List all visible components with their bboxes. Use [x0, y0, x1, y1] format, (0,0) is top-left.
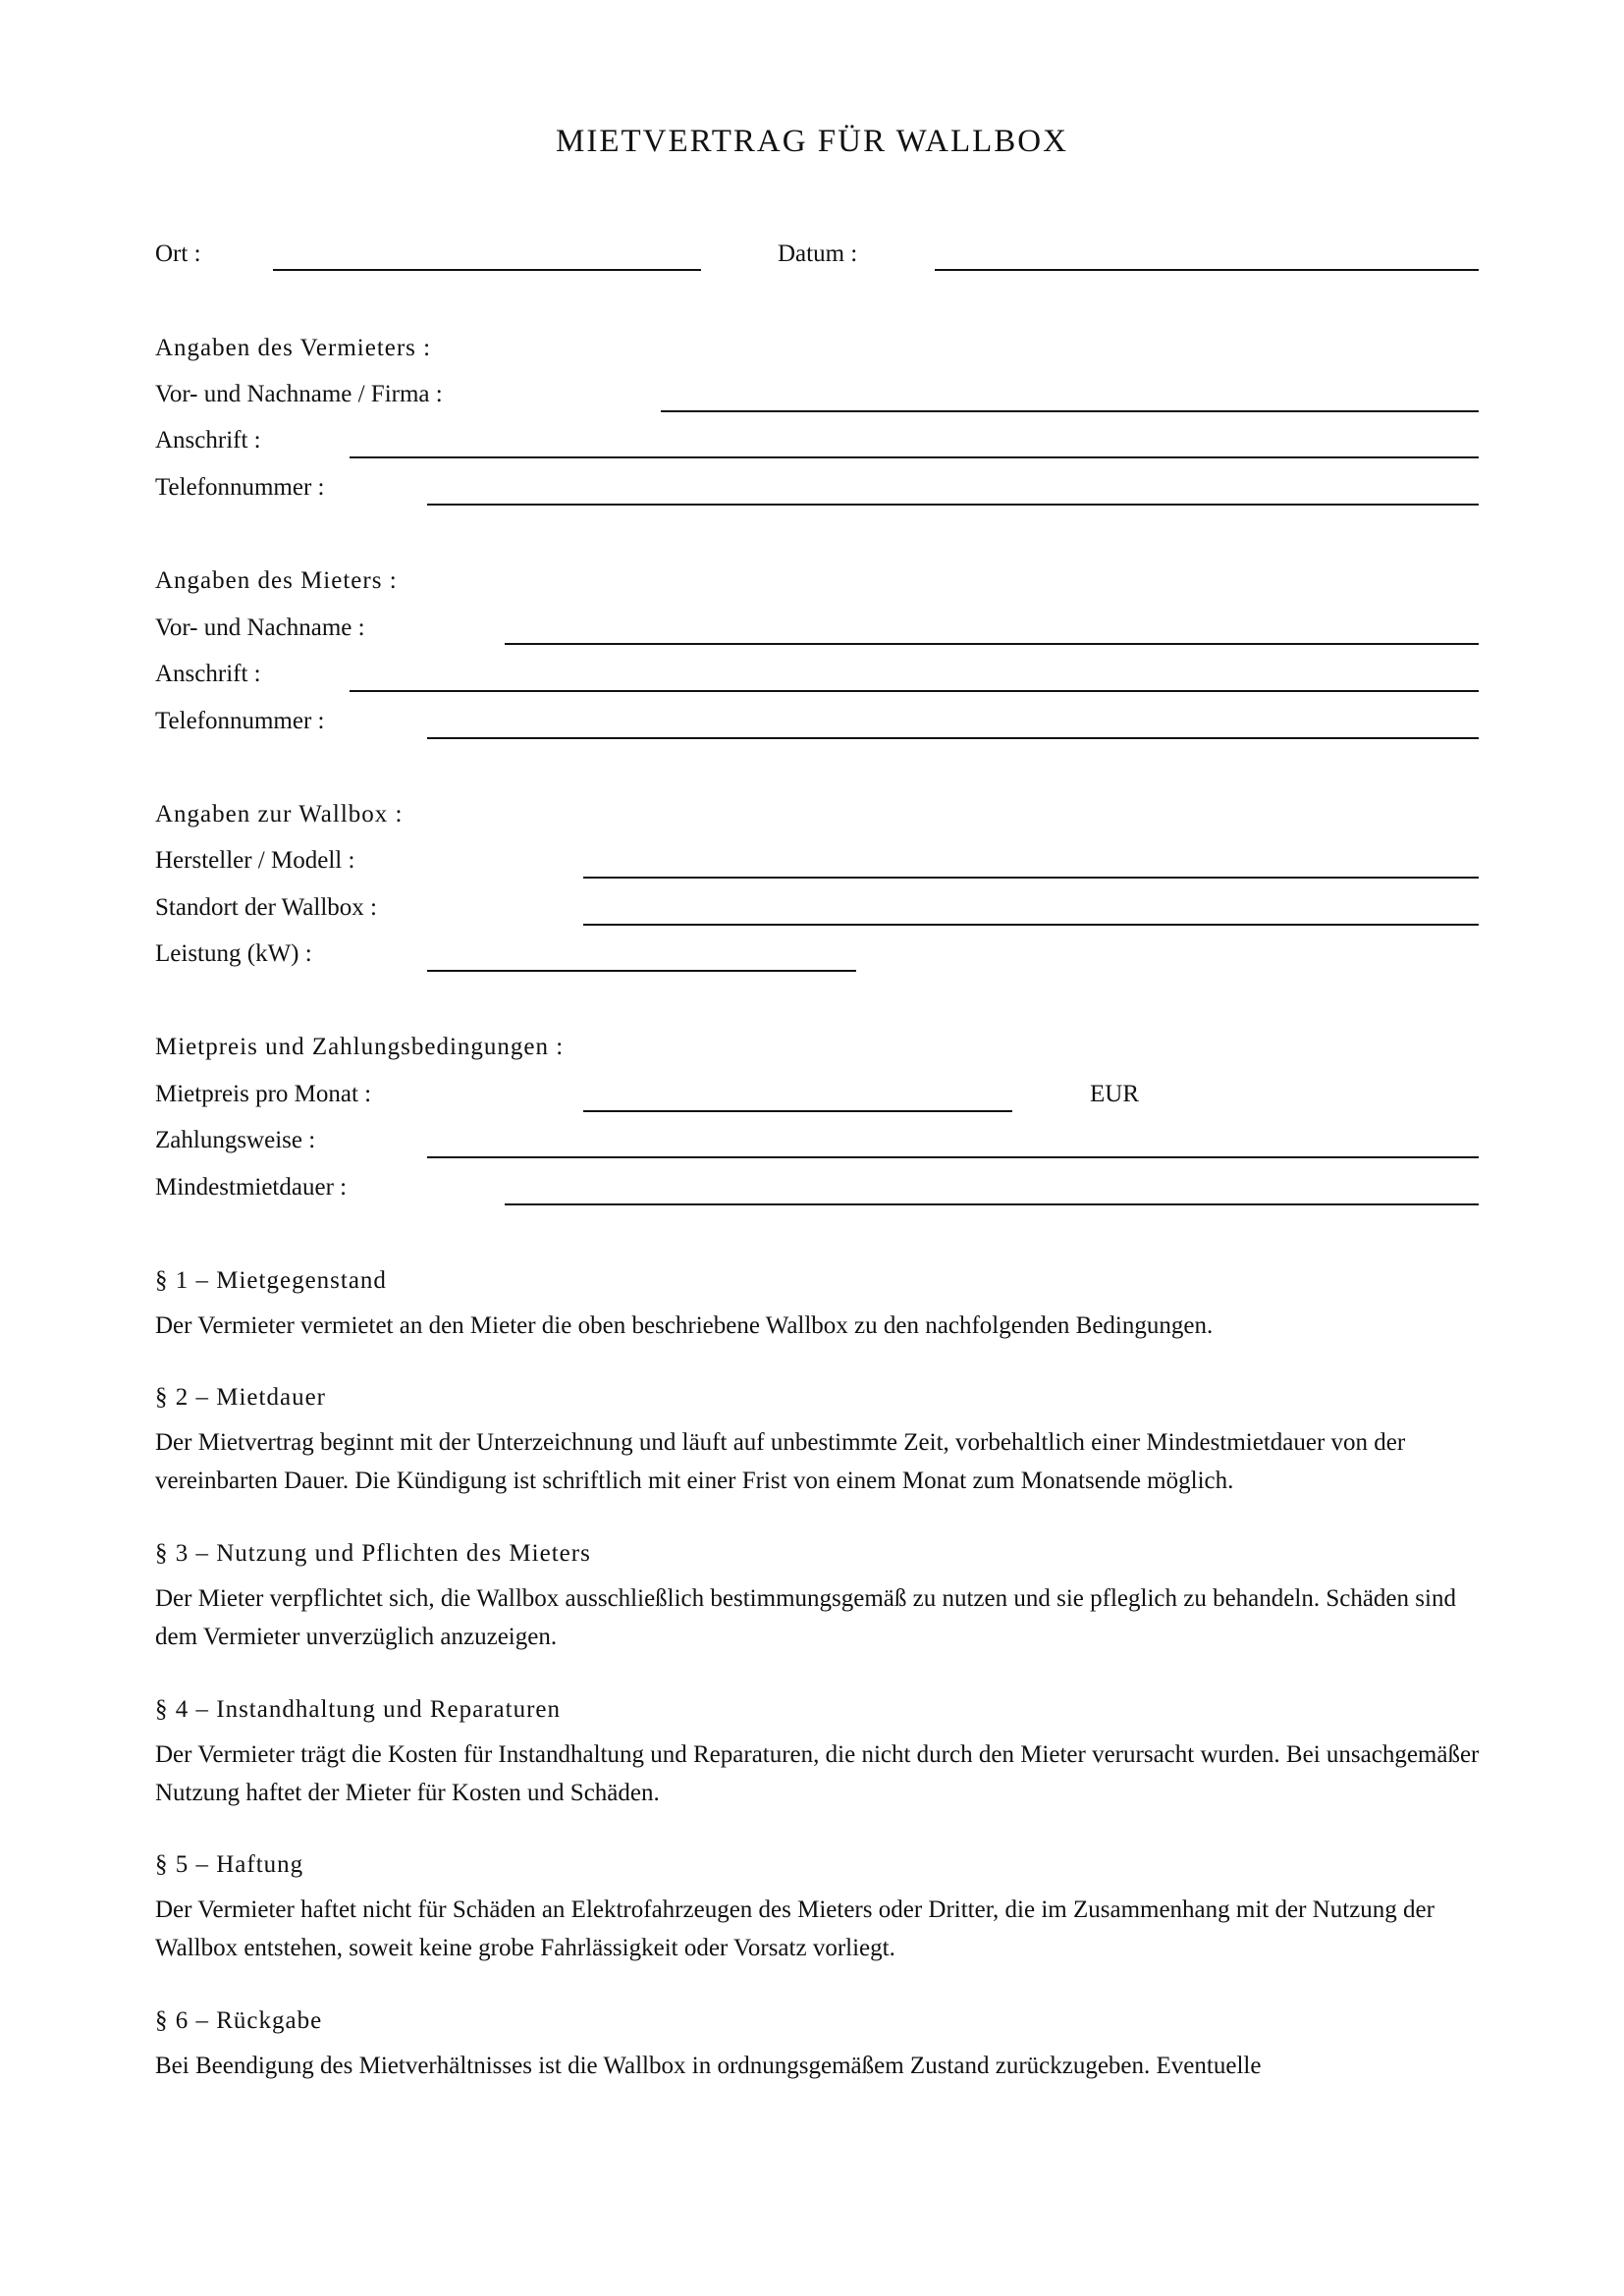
hersteller-modell-field[interactable] — [583, 877, 1479, 879]
mietpreis-field[interactable] — [583, 1110, 1012, 1112]
standort-field[interactable] — [583, 924, 1479, 926]
clause-3-text: Der Mieter verpflichtet sich, die Wallbox ausschließlich bestimmungsgemäß zu nutzen und sie pfleglich zu behandeln. Schäden sind dem Vermieter unverzüglich anzuzeigen. — [155, 1585, 1456, 1650]
clause-3-heading: § 3 – Nutzung und Pflichten des Mieters — [155, 1540, 591, 1567]
vermieter-anschrift-field[interactable] — [350, 456, 1479, 458]
datum-field[interactable] — [935, 269, 1479, 271]
clause-2-heading: § 2 – Mietdauer — [155, 1384, 326, 1411]
document-title: MIETVERTRAG FÜR WALLBOX — [556, 124, 1068, 159]
standort-label: Standort der Wallbox : — [155, 894, 377, 921]
mietpreis-label: Mietpreis pro Monat : — [155, 1081, 372, 1107]
clause-6-text: Bei Beendigung des Mietverhältnisses ist die Wallbox in ordnungsgemäßem Zustand zurückzugeben. Eventuelle — [155, 2053, 1262, 2079]
vermieter-name-label: Vor- und Nachname / Firma : — [155, 381, 443, 407]
ort-label: Ort : — [155, 240, 201, 267]
clause-5-text: Der Vermieter haftet nicht für Schäden an Elektrofahrzeugen des Mieters oder Dritter, die im Zusammenhang mit der Nutzung der Wallbox entstehen, soweit keine grobe Fahrlässigkeit oder Vorsatz vorliegt. — [155, 1896, 1435, 1961]
mindestmietdauer-field[interactable] — [505, 1203, 1479, 1205]
mieter-anschrift-label: Anschrift : — [155, 661, 261, 687]
vermieter-section-heading: Angaben des Vermieters : — [155, 335, 432, 361]
datum-label: Datum : — [778, 240, 858, 267]
wallbox-section-heading: Angaben zur Wallbox : — [155, 801, 404, 828]
currency-label: EUR — [1090, 1081, 1139, 1107]
vermieter-telefon-label: Telefonnummer : — [155, 474, 325, 501]
ort-field[interactable] — [273, 269, 701, 271]
clause-4-heading: § 4 – Instandhaltung und Reparaturen — [155, 1696, 561, 1723]
vermieter-anschrift-label: Anschrift : — [155, 427, 261, 454]
mietpreis-section-heading: Mietpreis und Zahlungsbedingungen : — [155, 1034, 565, 1060]
mieter-section-heading: Angaben des Mieters : — [155, 567, 398, 594]
clause-4-text: Der Vermieter trägt die Kosten für Instandhaltung und Reparaturen, die nicht durch den Mieter verursacht wurden. Bei unsachgemäßer Nutzung haftet der Mieter für Kosten und Schäden. — [155, 1741, 1480, 1806]
mieter-telefon-field[interactable] — [427, 737, 1479, 739]
clause-1-heading: § 1 – Mietgegenstand — [155, 1267, 387, 1294]
mieter-telefon-label: Telefonnummer : — [155, 708, 325, 734]
zahlungsweise-label: Zahlungsweise : — [155, 1127, 316, 1153]
clause-5-heading: § 5 – Haftung — [155, 1851, 304, 1878]
mieter-anschrift-field[interactable] — [350, 690, 1479, 692]
clause-6-heading: § 6 – Rückgabe — [155, 2007, 323, 2034]
vermieter-telefon-field[interactable] — [427, 504, 1479, 506]
vermieter-name-field[interactable] — [661, 410, 1479, 412]
zahlungsweise-field[interactable] — [427, 1156, 1479, 1158]
mindestmietdauer-label: Mindestmietdauer : — [155, 1174, 348, 1201]
leistung-field[interactable] — [427, 970, 856, 972]
clause-2-text: Der Mietvertrag beginnt mit der Unterzeichnung und läuft auf unbestimmte Zeit, vorbehaltlich einer Mindestmietdauer von der vereinbarten Dauer. Die Kündigung ist schriftlich mit einer Frist von einem Monat zum Monatsende möglich. — [155, 1429, 1406, 1494]
mieter-name-field[interactable] — [505, 643, 1479, 645]
hersteller-modell-label: Hersteller / Modell : — [155, 847, 355, 874]
leistung-label: Leistung (kW) : — [155, 940, 312, 967]
mieter-name-label: Vor- und Nachname : — [155, 614, 365, 641]
clause-1-text: Der Vermieter vermietet an den Mieter die oben beschriebene Wallbox zu den nachfolgenden Bedingungen. — [155, 1312, 1214, 1339]
